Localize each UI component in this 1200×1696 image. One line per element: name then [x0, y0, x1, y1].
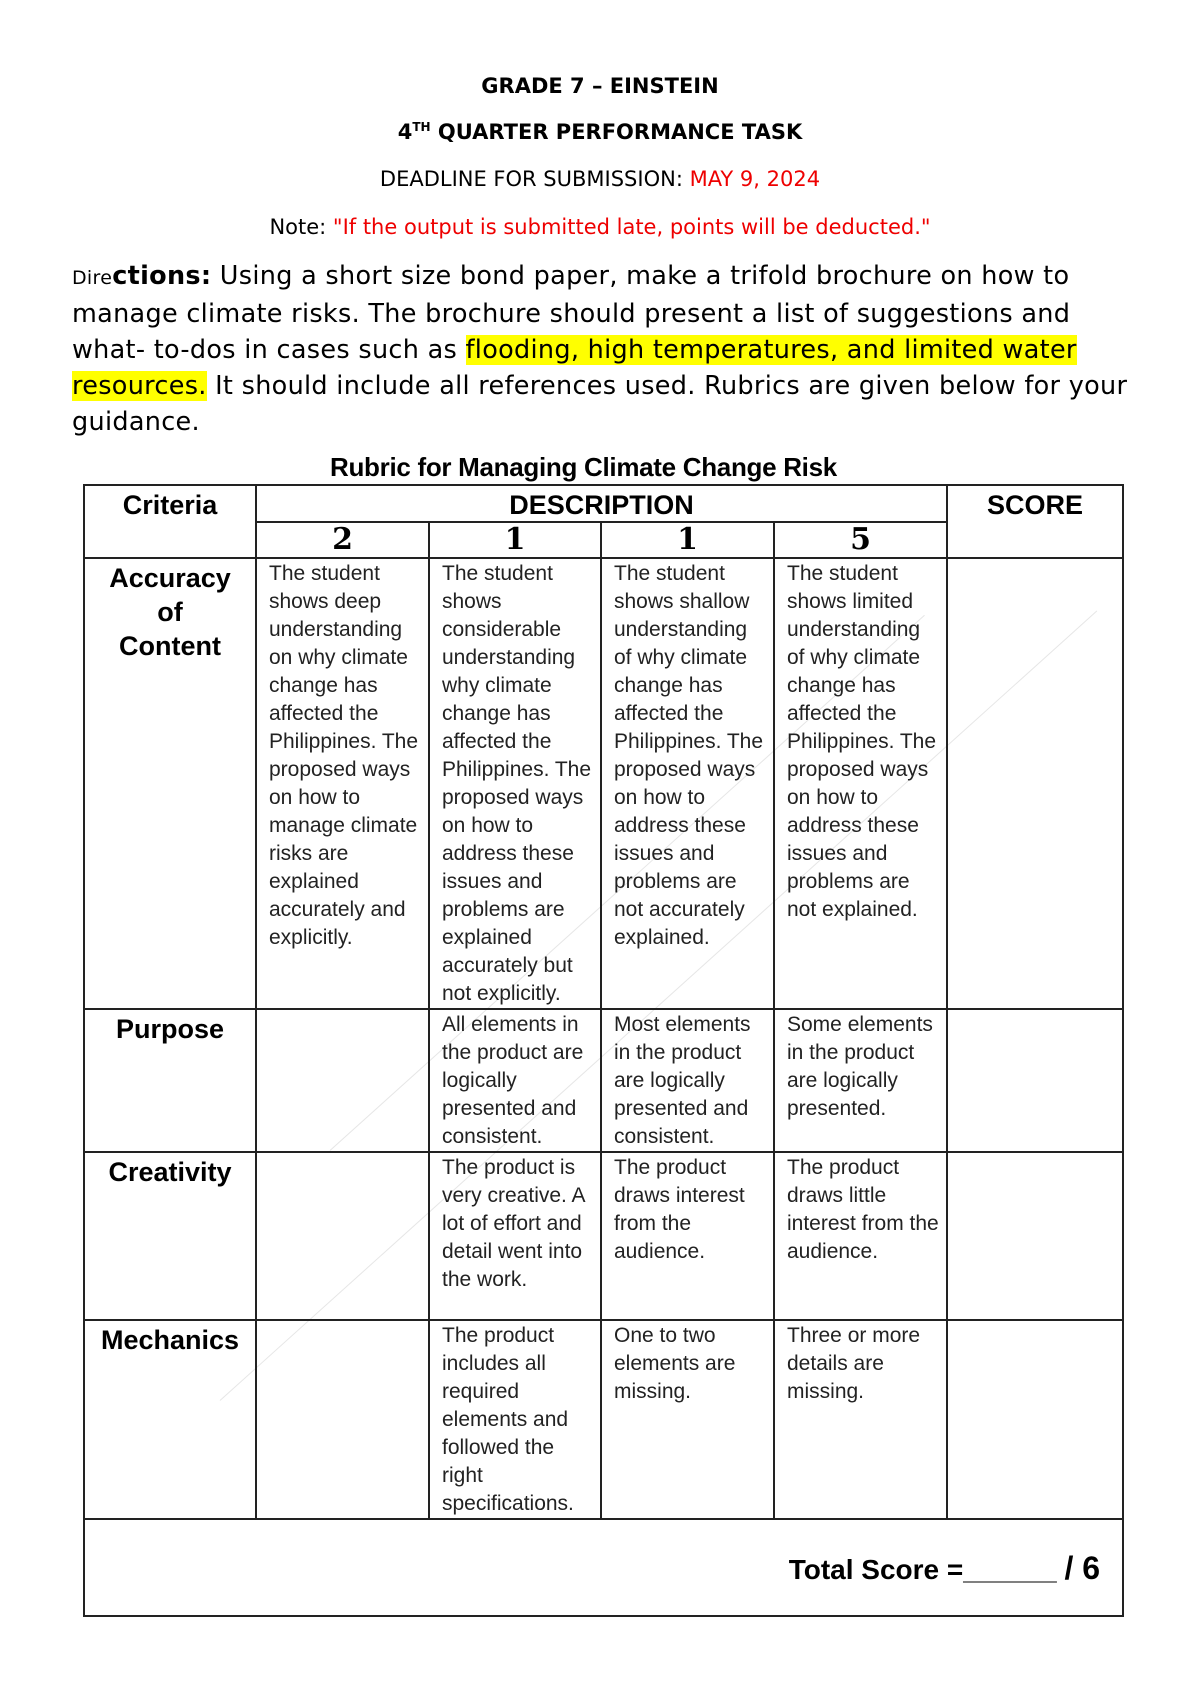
description-cell [256, 1320, 429, 1519]
description-cell: The student shows considerable understanding why climate change has affected the Philippines. The proposed ways on how to address these issues and problems are explained accurately but not explicitly. [429, 558, 601, 1009]
score-cell[interactable] [947, 1152, 1123, 1320]
score-header: SCORE [947, 485, 1123, 558]
directions-paragraph [72, 258, 1142, 440]
directions-label-end: ctions: [112, 261, 212, 291]
score-cell[interactable] [947, 1009, 1123, 1152]
description-cell: One to two elements are missing. [601, 1320, 774, 1519]
level-header: 5 [774, 522, 947, 558]
note-text: "If the output is submitted late, points will be deducted." [332, 215, 931, 239]
deadline-line [0, 167, 1200, 191]
description-cell: Most elements in the product are logically presented and consistent. [601, 1009, 774, 1152]
total-score [789, 1550, 1100, 1587]
rubric-row-accuracy [84, 558, 1123, 1009]
criterion-mechanics: Mechanics [84, 1320, 256, 1519]
rubric-title: Rubric for Managing Climate Change Risk [330, 452, 837, 482]
rubric-row-mechanics [84, 1320, 1123, 1519]
total-score-blank[interactable]: ______ [963, 1554, 1057, 1585]
total-score-label: Total Score = [788, 1554, 964, 1585]
description-cell: The student shows deep understanding on why climate change has affected the Philippines. The proposed ways on how to manage climate risks are explained accurately and explicitly. [256, 558, 429, 1009]
page-title: GRADE 7 – EINSTEIN [481, 74, 719, 98]
rubric-table [83, 484, 1124, 1617]
description-cell [256, 1009, 429, 1152]
description-cell: Three or more details are missing. [774, 1320, 947, 1519]
description-cell: The student shows shallow understanding of why climate change has affected the Philippines. The proposed ways on how to address these issues and problems are not accurately explained. [601, 558, 774, 1009]
directions-text-1: Using a short size bond paper, make a trifold brochure on how to manage climate risks. The brochure should present a list of suggestions and what- to-dos in cases such as [72, 261, 1071, 365]
score-cell[interactable] [947, 558, 1123, 1009]
description-header: DESCRIPTION [256, 485, 947, 522]
note-label: Note: [269, 215, 333, 239]
criterion-creativity: Creativity [84, 1152, 256, 1320]
level-header: 1 [429, 522, 601, 558]
criteria-header: Criteria [84, 485, 256, 558]
total-score-row [84, 1519, 1123, 1616]
task-heading [0, 120, 1200, 144]
deadline-date: MAY 9, 2024 [689, 167, 821, 191]
total-score-max: / 6 [1064, 1550, 1101, 1586]
description-cell: The product draws little interest from the audience. [774, 1152, 947, 1320]
description-cell: All elements in the product are logically presented and consistent. [429, 1009, 601, 1152]
directions-label-start: Dire [72, 267, 113, 289]
rubric-row-creativity [84, 1152, 1123, 1320]
directions-highlight: flooding, high temperatures, and limited water resources. [72, 335, 1077, 401]
description-cell: The product is very creative. A lot of effort and detail went into the work. [429, 1152, 601, 1320]
description-cell: The product draws interest from the audience. [601, 1152, 774, 1320]
level-header: 2 [256, 522, 429, 558]
directions-text-2: It should include all references used. Rubrics are given below for your guidance. [72, 371, 1128, 437]
late-note [0, 215, 1200, 239]
quarter-number: 4 [397, 120, 413, 144]
description-cell: The student shows limited understanding of why climate change has affected the Philippines. The proposed ways on how to address these issues and problems are not explained. [774, 558, 947, 1009]
level-header: 1 [601, 522, 774, 558]
criterion-accuracy: Accuracy of Content [84, 558, 256, 1009]
description-cell: Some elements in the product are logically presented. [774, 1009, 947, 1152]
description-cell: The product includes all required elements and followed the right specifications. [429, 1320, 601, 1519]
task-heading-text: QUARTER PERFORMANCE TASK [430, 120, 803, 144]
deadline-label: DEADLINE FOR SUBMISSION: [379, 167, 690, 191]
criterion-purpose: Purpose [84, 1009, 256, 1152]
description-cell [256, 1152, 429, 1320]
rubric-row-purpose [84, 1009, 1123, 1152]
quarter-ordinal: TH [412, 120, 431, 134]
score-cell[interactable] [947, 1320, 1123, 1519]
